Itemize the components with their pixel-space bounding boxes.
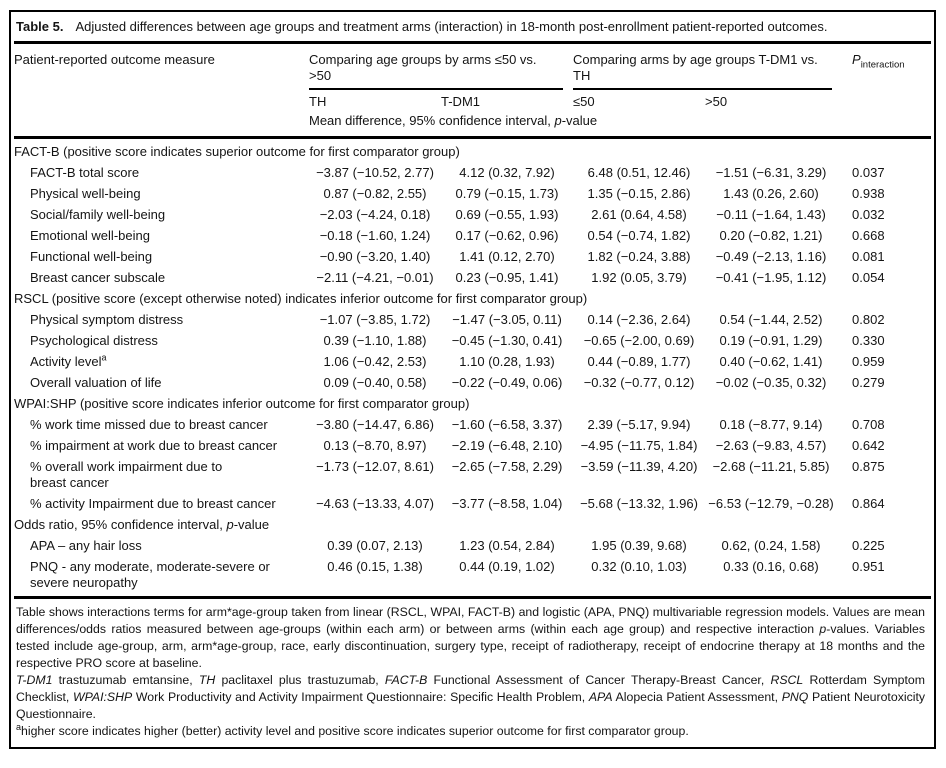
col-header-measure: Patient-reported outcome measure [14,44,309,138]
value-cell: −5.68 (−13.32, 1.96) [580,496,698,511]
row-label-line: % work time missed due to breast cancer [30,417,268,432]
row-label [14,205,309,226]
value-cell: −1.47 (−3.05, 0.11) [452,312,562,327]
table-row [14,373,931,394]
table-row [14,163,931,184]
p-symbol: P [852,52,861,67]
table-row [14,205,931,226]
value-cell: 0.19 (−0.91, 1.29) [719,333,823,348]
value-cell: −2.65 (−7.58, 2.29) [451,459,563,474]
value-cell: 1.23 (0.54, 2.84) [459,538,555,553]
p-value-cell: 0.938 [852,186,885,201]
footnotes [11,599,934,747]
value-cell: 0.32 (0.10, 1.03) [573,557,705,598]
p-value-cell: 0.054 [852,270,885,285]
value-cell: −1.07 (−3.85, 1.72) [319,312,431,327]
p-value-cell: 0.802 [852,312,885,327]
table-row [14,536,931,557]
value-cell: 0.09 (−0.40, 0.58) [323,375,427,390]
p-value-cell: 0.037 [852,165,885,180]
col-group-arm-by-age [573,44,837,90]
value-cell: −6.53 (−12.79, −0.28) [708,496,834,511]
table-row [14,494,931,515]
value-cell: −1.60 (−6.58, 3.37) [451,417,563,432]
outcomes-table [14,44,931,599]
section-header-row [14,289,931,310]
row-label-line: Psychological distress [30,333,158,348]
section-header: RSCL (positive score (except otherwise noted) indicates inferior outcome for first comparator group) [14,291,588,306]
row-label [14,310,309,331]
p-value-cell: 0.032 [852,207,885,222]
value-cell: −0.02 (−0.35, 0.32) [715,375,827,390]
row-label-line: APA – any hair loss [30,538,142,553]
row-label-line: PNQ - any moderate, moderate-severe or [30,559,270,574]
footnote-paragraph: Table shows interactions terms for arm*age-group taken from linear (RSCL, WPAI, FACT-B) and logistic (APA, PNQ) multivariable regression models. Values are mean differences/odds ratios measured between age-groups (within each arm) or between arms (within each age group) and respective interaction p-values. Variables tested include age-group, arm, arm*age-group, race, early discontinuation, surgery type, receipt of radiotherapy, receipt of endocrine therapy at 18 months and the respective PRO score at baseline. [16,605,926,670]
table-number: Table 5. [16,19,64,34]
value-cell: −0.65 (−2.00, 0.69) [583,333,695,348]
table-caption [11,12,934,41]
section-header: WPAI:SHP (positive score indicates inferior outcome for first comparator group) [14,396,470,411]
group-label-line: TH [573,68,591,83]
p-value-cell: 0.668 [852,228,885,243]
value-cell: 0.23 (−0.95, 1.41) [455,270,559,285]
p-value-cell: 0.330 [852,333,885,348]
p-value-cell: 0.864 [852,496,885,511]
row-label-line: Activity level$^a$ [30,352,107,369]
value-cell: 0.39 (−1.10, 1.88) [323,333,427,348]
value-cell: 0.69 (−0.55, 1.93) [455,207,559,222]
footnote-paragraph: $^a$higher score indicates higher (better) activity level and positive score indicates superior outcome for first comparator group. [16,721,689,738]
row-label [14,436,309,457]
value-cell: −2.68 (−11.21, 5.85) [712,459,830,474]
col-group-age-by-arm-label [309,44,563,90]
p-value-cell: 0.081 [852,249,885,264]
p-subscript: interaction [860,59,905,71]
value-cell: −3.59 (−11.39, 4.20) [580,459,698,474]
value-cell: −0.11 (−1.64, 1.43) [716,207,826,222]
table-5-container [9,10,936,749]
row-label [14,331,309,352]
value-cell: 0.14 (−2.36, 2.64) [587,312,691,327]
value-cell: 2.39 (−5.17, 9.94) [587,417,691,432]
group-label-line: Comparing age groups by arms ≤50 vs. [309,52,537,67]
value-cell: 0.33 (0.16, 0.68) [705,557,837,598]
row-label [14,415,309,436]
section-header-row [14,138,931,164]
row-label-line: Functional well-being [30,249,153,264]
col-header-gt50: >50 [705,94,728,109]
value-cell: −2.63 (−9.83, 4.57) [715,438,827,453]
section-header-row [14,394,931,415]
value-cell: −3.80 (−14.47, 6.86) [316,417,434,432]
table-row [14,415,931,436]
row-label [14,184,309,205]
row-label-line: Physical well-being [30,186,141,201]
row-label-line: Breast cancer subscale [30,270,166,285]
row-label [14,536,309,557]
value-cell: 1.41 (0.12, 2.70) [459,249,555,264]
value-cell: −2.11 (−4.21, −0.01) [316,270,434,285]
footnote-paragraph: T-DM1 trastuzumab emtansine, TH paclitaxel plus trastuzumab, FACT-B Functional Assessment of Cancer Therapy-Breast Cancer, RSCL Rotterdam Symptom Checklist, WPAI:SHP Work Productivity and Activity Impairment Questionnaire: Specific Health Problem, APA Alopecia Patient Assessment, PNQ Patient Neurotoxicity Questionnaire. [16,673,926,721]
group-label-line: Comparing arms by age groups T-DM1 vs. [573,52,818,67]
value-cell: −2.03 (−4.24, 0.18) [319,207,431,222]
col-header-th-arm: TH [309,94,327,109]
value-cell: 0.44 (−0.89, 1.77) [587,354,691,369]
section-header: Odds ratio, 95% confidence interval, p-value [14,517,270,532]
table-header [14,44,931,138]
row-label-line: breast cancer [30,475,109,490]
col-header-tdm1-arm: T-DM1 [441,94,480,109]
caption-text: Adjusted differences between age groups and treatment arms (interaction) in 18-month post-enrollment patient-reported outcomes. [75,19,828,34]
measure-line: Mean difference, 95% confidence interval, p-value [309,112,837,138]
table-row [14,352,931,373]
section-header-row [14,515,931,536]
row-label-line: % activity Impairment due to breast cancer [30,496,276,511]
col-group-age-by-arm [309,44,573,90]
value-cell: −4.95 (−11.75, 1.84) [580,438,698,453]
value-cell: 1.10 (0.28, 1.93) [459,354,555,369]
group-label-line: >50 [309,68,332,83]
p-value-cell: 0.642 [852,438,885,453]
table-row [14,557,931,598]
value-cell: −0.22 (−0.49, 0.06) [451,375,563,390]
value-cell: −0.45 (−1.30, 0.41) [451,333,563,348]
row-label [14,494,309,515]
row-label-line: Social/family well-being [30,207,166,222]
p-value-cell: 0.875 [852,459,885,474]
value-cell: −0.90 (−3.20, 1.40) [319,249,431,264]
value-cell: −0.49 (−2.13, 1.16) [715,249,827,264]
value-cell: −0.18 (−1.60, 1.24) [319,228,431,243]
table-body [14,138,931,598]
value-cell: 4.12 (0.32, 7.92) [459,165,555,180]
row-label-line: Emotional well-being [30,228,150,243]
table-row [14,331,931,352]
value-cell: −3.77 (−8.58, 1.04) [451,496,563,511]
value-cell: −3.87 (−10.52, 2.77) [316,165,434,180]
p-value-cell: 0.959 [852,354,885,369]
header-group-row [14,44,931,90]
value-cell: 0.79 (−0.15, 1.73) [455,186,559,201]
value-cell: 0.54 (−0.74, 1.82) [587,228,691,243]
table-row [14,457,931,494]
row-label-line: % impairment at work due to breast cancer [30,438,278,453]
value-cell: 0.17 (−0.62, 0.96) [455,228,559,243]
value-cell: 0.62, (0.24, 1.58) [721,538,821,553]
value-cell: 1.95 (0.39, 9.68) [591,538,687,553]
row-label [14,163,309,184]
col-group-arm-by-age-label [573,44,832,90]
row-label [14,226,309,247]
value-cell: 0.39 (0.07, 2.13) [327,538,423,553]
footnote-marker: a [101,352,107,363]
row-label [14,557,309,598]
table-row [14,247,931,268]
value-cell: 1.06 (−0.42, 2.53) [323,354,427,369]
table-row [14,184,931,205]
value-cell: 1.82 (−0.24, 3.88) [587,249,691,264]
value-cell: −0.32 (−0.77, 0.12) [583,375,695,390]
value-cell: 0.40 (−0.62, 1.41) [719,354,823,369]
value-cell: 6.48 (0.51, 12.46) [587,165,691,180]
col-header-p-interaction [837,44,931,138]
value-cell: −1.51 (−6.31, 3.29) [715,165,827,180]
row-label [14,247,309,268]
value-cell: 0.13 (−8.70, 8.97) [323,438,427,453]
row-label-line: % overall work impairment due to [30,459,223,474]
value-cell: 0.44 (0.19, 1.02) [441,557,573,598]
value-cell: 0.20 (−0.82, 1.21) [719,228,823,243]
p-value-cell: 0.279 [852,375,885,390]
row-label-line: FACT-B total score [30,165,140,180]
section-header: FACT-B (positive score indicates superior outcome for first comparator group) [14,144,460,159]
table-row [14,436,931,457]
value-cell: 0.87 (−0.82, 2.55) [323,186,427,201]
table-row [14,226,931,247]
table-row [14,310,931,331]
value-cell: 0.46 (0.15, 1.38) [309,557,441,598]
p-value-cell: 0.951 [837,557,931,598]
value-cell: −4.63 (−13.33, 4.07) [316,496,434,511]
table-row [14,268,931,289]
row-label [14,457,309,494]
col-header-le50: ≤50 [573,94,595,109]
value-cell: −0.41 (−1.95, 1.12) [715,270,827,285]
p-value-cell: 0.708 [852,417,885,432]
p-value-cell: 0.225 [852,538,885,553]
row-label [14,352,309,373]
value-cell: 1.92 (0.05, 3.79) [591,270,687,285]
value-cell: 2.61 (0.64, 4.58) [591,207,687,222]
row-label [14,373,309,394]
value-cell: −2.19 (−6.48, 2.10) [451,438,563,453]
value-cell: 0.18 (−8.77, 9.14) [719,417,823,432]
row-label [14,268,309,289]
value-cell: 1.35 (−0.15, 2.86) [587,186,691,201]
value-cell: 0.54 (−1.44, 2.52) [719,312,823,327]
value-cell: 1.43 (0.26, 2.60) [723,186,819,201]
row-label-line: Overall valuation of life [30,375,162,390]
row-label-line: Physical symptom distress [30,312,184,327]
row-label-line: severe neuropathy [30,575,138,590]
value-cell: −1.73 (−12.07, 8.61) [316,459,434,474]
